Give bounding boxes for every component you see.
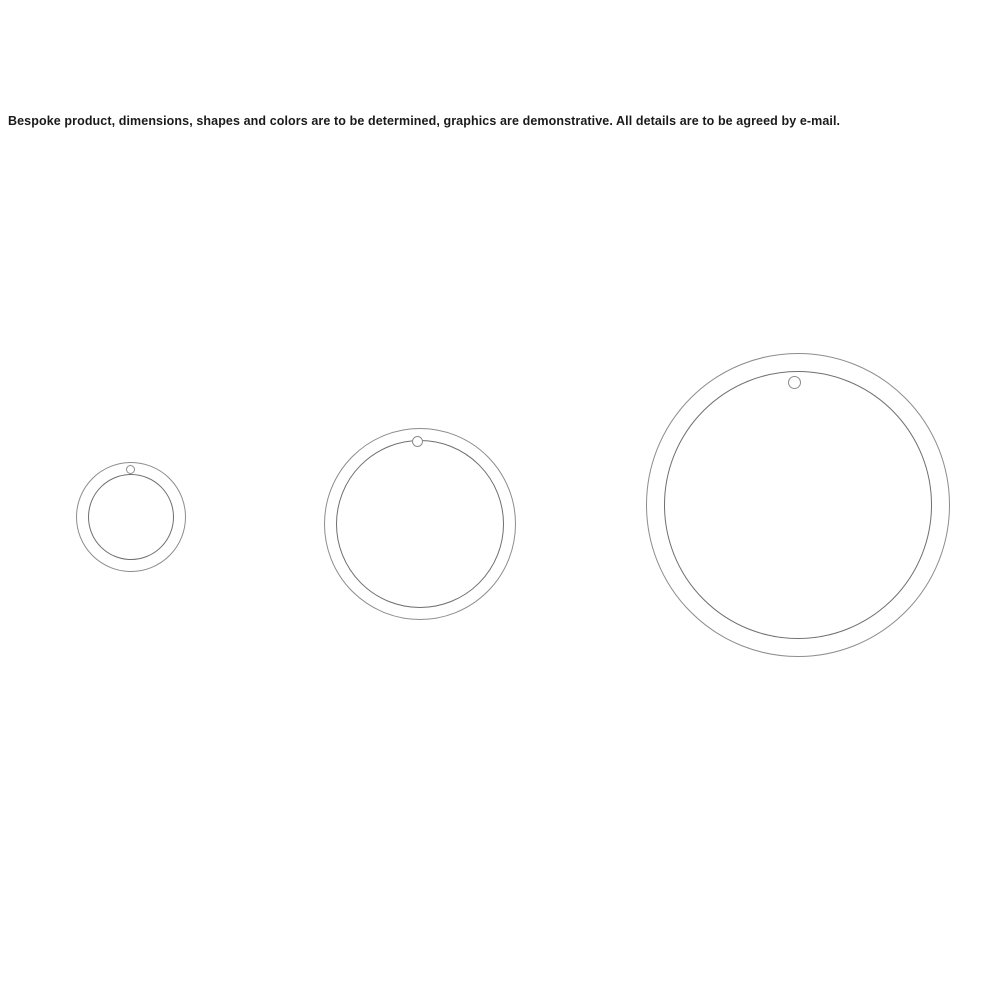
small-ring-inner-circle [88, 474, 174, 560]
disclaimer-text: Bespoke product, dimensions, shapes and colors are to be determined, graphics are demonstrative. All details are to be agreed by e-mail. [8, 114, 841, 128]
medium-ring-bail-icon [412, 436, 423, 447]
large-ring-bail-icon [788, 376, 801, 389]
large-ring-inner-circle [664, 371, 932, 639]
medium-ring-inner-circle [336, 440, 504, 608]
small-ring-bail-icon [126, 465, 135, 474]
